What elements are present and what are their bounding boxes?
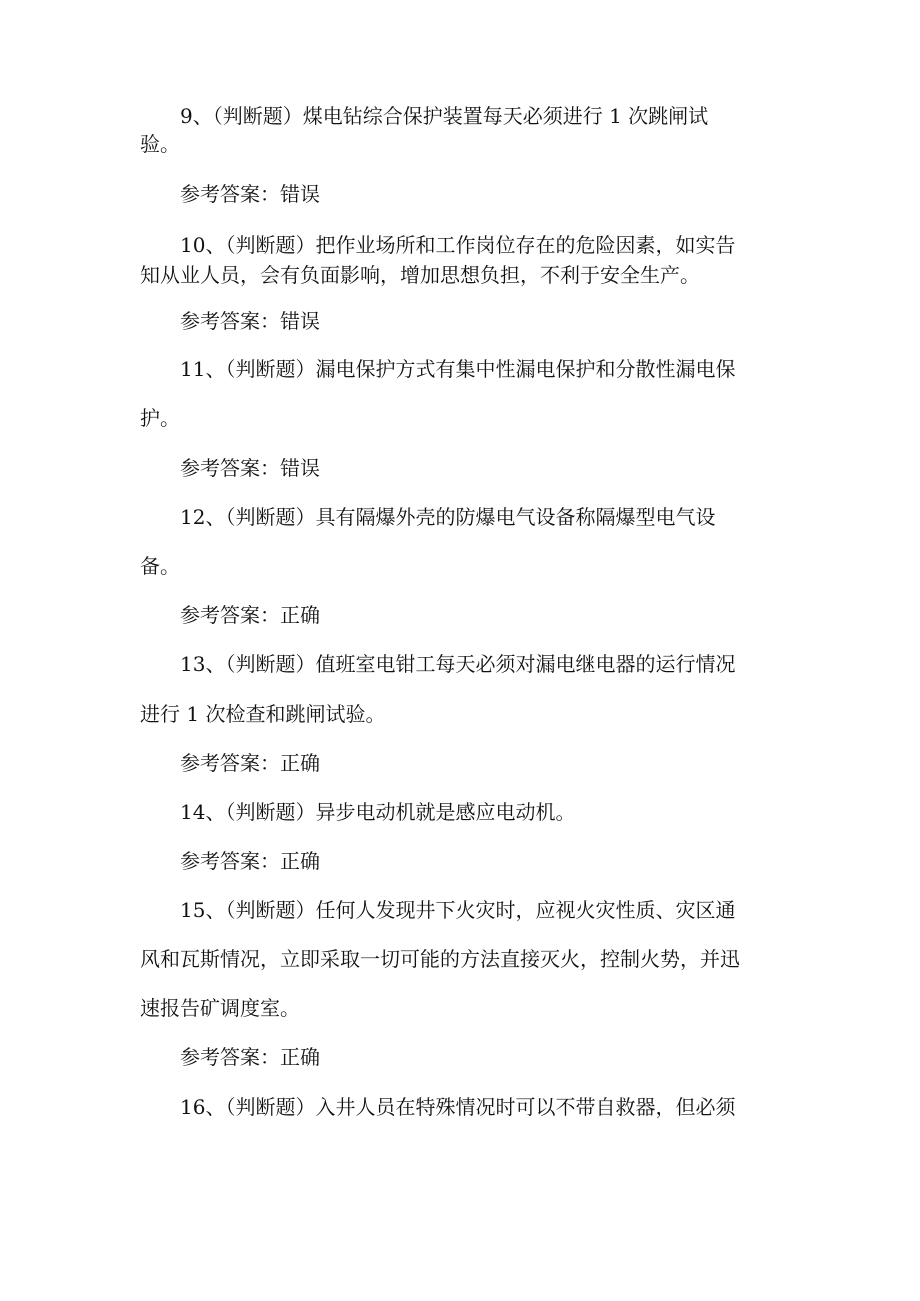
question-15-line-3: 速报告矿调度室。 [140, 996, 300, 1020]
answer-12: 参考答案：正确 [180, 603, 320, 627]
question-10-line-1: 10、（判断题）把作业场所和工作岗位存在的危险因素，如实告 [180, 233, 736, 257]
question-9-line-2: 验。 [140, 132, 180, 156]
question-15-line-1: 15、（判断题）任何人发现井下火灾时，应视火灾性质、灾区通 [180, 898, 736, 922]
answer-10: 参考答案：错误 [180, 309, 320, 333]
question-10-line-2: 知从业人员，会有负面影响，增加思想负担，不利于安全生产。 [140, 263, 700, 287]
question-12-line-1: 12、（判断题）具有隔爆外壳的防爆电气设备称隔爆型电气设 [180, 505, 716, 529]
answer-13: 参考答案：正确 [180, 751, 320, 775]
question-14-line-1: 14、（判断题）异步电动机就是感应电动机。 [180, 800, 576, 824]
question-16-line-1: 16、（判断题）入井人员在特殊情况时可以不带自救器，但必须 [180, 1095, 736, 1119]
question-11-line-1: 11、（判断题）漏电保护方式有集中性漏电保护和分散性漏电保 [180, 357, 736, 381]
question-13-line-2: 进行 1 次检查和跳闸试验。 [140, 702, 386, 726]
answer-14: 参考答案：正确 [180, 849, 320, 873]
question-15-line-2: 风和瓦斯情况，立即采取一切可能的方法直接灭火，控制火势，并迅 [140, 947, 740, 971]
answer-15: 参考答案：正确 [180, 1045, 320, 1069]
question-11-line-2: 护。 [140, 406, 180, 430]
answer-11: 参考答案：错误 [180, 456, 320, 480]
question-13-line-1: 13、（判断题）值班室电钳工每天必须对漏电继电器的运行情况 [180, 652, 736, 676]
question-9-line-1: 9、（判断题）煤电钻综合保护装置每天必须进行 1 次跳闸试 [180, 104, 709, 128]
question-12-line-2: 备。 [140, 554, 180, 578]
answer-9: 参考答案：错误 [180, 182, 320, 206]
